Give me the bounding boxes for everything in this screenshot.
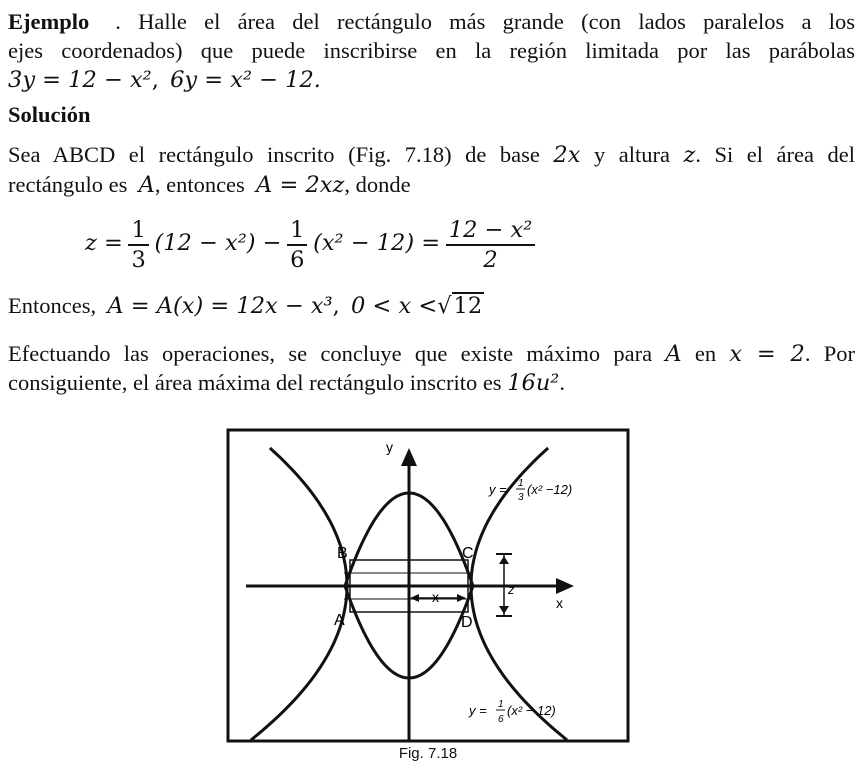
problem-text-2: ejes coordenados) que puede inscribirse en la región limitada por las parábolas bbox=[8, 38, 855, 63]
conclusion-line-2 bbox=[8, 369, 855, 397]
figure-7-18 bbox=[226, 428, 630, 743]
solution-heading: Solución bbox=[8, 102, 91, 127]
fraction-one-sixth bbox=[287, 216, 307, 274]
frac-num: 12 − x² bbox=[446, 216, 536, 246]
solution-line-1 bbox=[8, 141, 855, 169]
curve-label-lhs: y = bbox=[489, 482, 507, 497]
x-axis-label: x bbox=[556, 595, 563, 611]
eq-separator: , bbox=[151, 67, 159, 93]
problem-line-3 bbox=[8, 66, 855, 94]
conclusion-line-1 bbox=[8, 340, 855, 368]
conclusion-text-1c: . Por bbox=[804, 341, 856, 366]
curve-label-num: 1 bbox=[518, 478, 524, 489]
then-label: Entonces, bbox=[8, 293, 97, 318]
then-line: Entonces, A = A(x) = 12x − x³, 0 < x <√12 bbox=[8, 293, 483, 319]
z-equation bbox=[85, 213, 855, 274]
solution-text-2b: , entonces bbox=[154, 172, 245, 197]
critical-point: x = 2 bbox=[729, 341, 805, 367]
curve-label-num: 1 bbox=[498, 699, 504, 710]
curve-label-rhs: (x² −12) bbox=[527, 482, 573, 497]
area-formula: A = 2xz bbox=[256, 172, 345, 198]
y-axis-label: y bbox=[386, 439, 393, 455]
figure-caption: Fig. 7.18 bbox=[398, 745, 458, 762]
curve-label-lhs: y = bbox=[469, 703, 487, 718]
max-area: 16u² bbox=[507, 370, 560, 396]
conclusion-var: A bbox=[665, 341, 682, 367]
domain-expr: 0 < x < bbox=[351, 293, 438, 319]
solution-text-1a: Sea ABCD el rectángulo inscrito (Fig. 7.18) de base bbox=[8, 142, 540, 167]
then-separator: , bbox=[332, 293, 340, 319]
frac-num: 1 bbox=[128, 216, 148, 246]
solution-text-1b: y altura bbox=[593, 142, 670, 167]
solution-text-2c: , donde bbox=[344, 172, 411, 197]
point-c: C bbox=[462, 545, 474, 562]
example-label: Ejemplo bbox=[8, 9, 90, 34]
fraction-result bbox=[446, 216, 536, 274]
point-b: B bbox=[337, 545, 348, 562]
parabola-eq-2: 6y = x² − 12. bbox=[170, 67, 321, 93]
conclusion-text-1b: en bbox=[694, 341, 717, 366]
curve-label-den: 3 bbox=[518, 492, 524, 503]
z-term-1: (12 − x²) − bbox=[154, 230, 282, 256]
curve-label-rhs: (x² − 12) bbox=[507, 703, 556, 718]
point-a: A bbox=[334, 612, 345, 629]
problem-line-2 bbox=[8, 37, 855, 65]
conclusion-text-2b: . bbox=[559, 370, 565, 395]
z-dimension-label: z bbox=[508, 582, 515, 597]
conclusion-text-1a: Efectuando las operaciones, se concluye que existe máximo para bbox=[8, 341, 653, 366]
fraction-one-third bbox=[128, 216, 148, 274]
base-expr: 2x bbox=[553, 142, 581, 168]
area-function: A = A(x) = 12x − x³ bbox=[107, 293, 333, 319]
z-term-2: (x² − 12) = bbox=[313, 230, 441, 256]
parabola-eq-1: 3y = 12 − x² bbox=[8, 67, 152, 93]
area-var: A bbox=[138, 172, 155, 198]
frac-den: 3 bbox=[131, 246, 146, 273]
example-dot: . bbox=[115, 9, 121, 34]
frac-num: 1 bbox=[287, 216, 307, 246]
solution-line-2 bbox=[8, 171, 855, 199]
frac-den: 2 bbox=[483, 246, 498, 273]
conclusion-text-2a: consiguiente, el área máxima del rectángulo inscrito es bbox=[8, 370, 502, 395]
problem-text-1: Halle el área del rectángulo más grande (con lados paralelos a los bbox=[138, 9, 856, 34]
problem-line-1 bbox=[8, 8, 855, 36]
z-lhs: z = bbox=[85, 230, 123, 256]
x-dimension-label: x bbox=[432, 589, 439, 605]
curve-label-den: 6 bbox=[498, 714, 504, 725]
frac-den: 6 bbox=[290, 246, 305, 273]
solution-text-2a: rectángulo es bbox=[8, 172, 128, 197]
height-var: z bbox=[683, 142, 696, 168]
point-d: D bbox=[461, 614, 473, 631]
solution-text-1c: . Si el área del bbox=[695, 142, 856, 167]
sqrt-radicand: 12 bbox=[453, 293, 483, 319]
